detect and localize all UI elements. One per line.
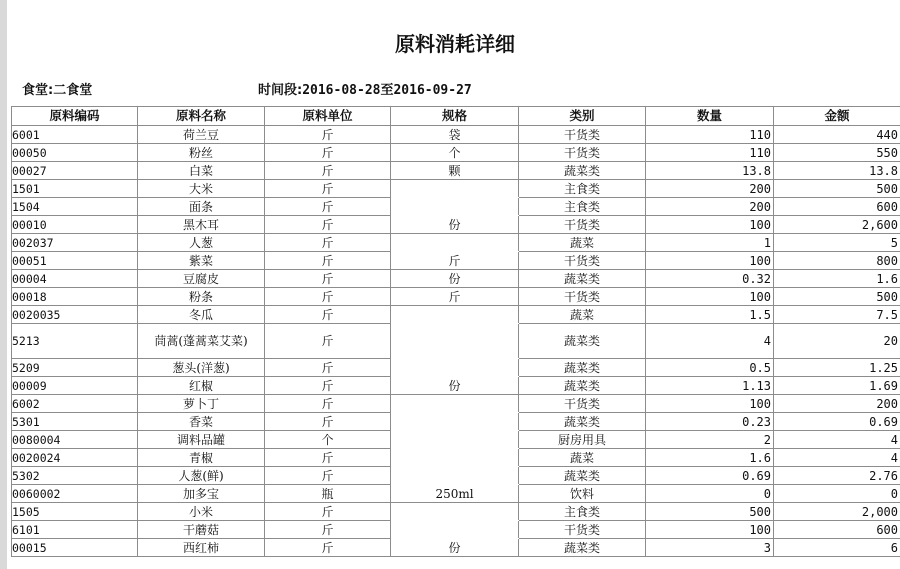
canteen-label: 食堂: [22,83,54,98]
cell-quantity: 100 [646,216,774,234]
cell-code: 1505 [12,503,138,521]
cell-name: 粉条 [138,288,265,306]
cell-quantity: 500 [646,503,774,521]
cell-name: 冬瓜 [138,306,265,324]
period-value: 2016-08-28至2016-09-27 [302,83,472,98]
cell-category: 厨房用具 [519,431,646,449]
cell-unit: 斤 [265,180,391,198]
cell-amount: 0.69 [774,413,900,431]
table-row [12,539,900,557]
cell-category: 主食类 [519,180,646,198]
cell-unit: 斤 [265,449,391,467]
col-header-category: 类别 [519,107,646,126]
cell-category: 蔬菜类 [519,377,646,395]
canteen-value: 二食堂 [53,83,93,98]
cell-unit: 斤 [265,503,391,521]
cell-quantity: 1.5 [646,306,774,324]
cell-category: 蔬菜类 [519,270,646,288]
cell-amount: 600 [774,198,900,216]
table-row [12,270,900,288]
cell-name: 白菜 [138,162,265,180]
cell-code: 6001 [12,126,138,144]
cell-category: 蔬菜类 [519,467,646,485]
period-info [258,79,472,98]
cell-quantity: 2 [646,431,774,449]
cell-name: 人葱 [138,234,265,252]
table-row [12,377,900,395]
table-row [12,198,900,216]
cell-amount: 600 [774,521,900,539]
canteen-info [22,79,92,98]
cell-unit: 斤 [265,359,391,377]
cell-code: 00009 [12,377,138,395]
cell-code: 00027 [12,162,138,180]
cell-code: 00015 [12,539,138,557]
cell-code: 1504 [12,198,138,216]
cell-spec [391,521,519,539]
cell-name: 大米 [138,180,265,198]
table-row [12,521,900,539]
cell-quantity: 0 [646,485,774,503]
cell-category: 蔬菜 [519,234,646,252]
table-row [12,234,900,252]
cell-amount: 7.5 [774,306,900,324]
cell-category: 主食类 [519,198,646,216]
cell-unit: 斤 [265,413,391,431]
cell-spec: 个 [391,144,519,162]
cell-spec: 斤 [391,252,519,270]
cell-amount: 800 [774,252,900,270]
cell-spec [391,467,519,485]
cell-category: 蔬菜类 [519,324,646,359]
cell-unit: 斤 [265,521,391,539]
cell-name: 面条 [138,198,265,216]
cell-code: 1501 [12,180,138,198]
table-row [12,288,900,306]
cell-category: 干货类 [519,216,646,234]
cell-unit: 斤 [265,395,391,413]
table-row [12,359,900,377]
cell-category: 干货类 [519,252,646,270]
cell-unit: 斤 [265,539,391,557]
cell-category: 干货类 [519,144,646,162]
cell-spec: 份 [391,216,519,234]
cell-quantity: 3 [646,539,774,557]
period-label: 时间段: [258,83,303,98]
cell-unit: 斤 [265,198,391,216]
cell-name: 调料品罐 [138,431,265,449]
cell-code: 5213 [12,324,138,359]
cell-code: 00004 [12,270,138,288]
cell-category: 蔬菜类 [519,359,646,377]
cell-amount: 20 [774,324,900,359]
cell-category: 蔬菜类 [519,162,646,180]
cell-spec [391,306,519,324]
cell-quantity: 1.13 [646,377,774,395]
cell-unit: 斤 [265,306,391,324]
cell-quantity: 110 [646,144,774,162]
cell-quantity: 100 [646,288,774,306]
cell-name: 加多宝 [138,485,265,503]
table-row [12,413,900,431]
table-row [12,485,900,503]
cell-code: 6101 [12,521,138,539]
cell-category: 干货类 [519,126,646,144]
cell-spec: 250ml [391,485,519,503]
window-left-edge [0,0,7,569]
table-row [12,306,900,324]
cell-unit: 斤 [265,377,391,395]
cell-unit: 斤 [265,467,391,485]
cell-quantity: 0.5 [646,359,774,377]
cell-code: 00010 [12,216,138,234]
cell-unit: 斤 [265,216,391,234]
cell-quantity: 100 [646,521,774,539]
cell-name: 人葱(鲜) [138,467,265,485]
table-row [12,324,900,359]
cell-amount: 1.69 [774,377,900,395]
cell-quantity: 0.23 [646,413,774,431]
cell-spec [391,234,519,252]
cell-code: 5209 [12,359,138,377]
cell-category: 蔬菜 [519,306,646,324]
cell-code: 0020035 [12,306,138,324]
cell-amount: 5 [774,234,900,252]
report-title: 原料消耗详细 [395,32,515,56]
cell-spec: 颗 [391,162,519,180]
cell-spec [391,395,519,413]
cell-name: 红椒 [138,377,265,395]
cell-unit: 斤 [265,126,391,144]
col-header-spec: 规格 [391,107,519,126]
cell-code: 0020024 [12,449,138,467]
cell-amount: 1.6 [774,270,900,288]
cell-category: 主食类 [519,503,646,521]
cell-name: 香菜 [138,413,265,431]
cell-code: 00018 [12,288,138,306]
cell-category: 干货类 [519,521,646,539]
cell-category: 蔬菜类 [519,413,646,431]
cell-spec [391,359,519,377]
table-header-row [12,107,900,126]
cell-amount: 2,000 [774,503,900,521]
cell-unit: 斤 [265,234,391,252]
table-row [12,431,900,449]
table-row [12,180,900,198]
table-row [12,144,900,162]
cell-quantity: 100 [646,252,774,270]
cell-amount: 550 [774,144,900,162]
table-row [12,252,900,270]
col-header-quantity: 数量 [646,107,774,126]
cell-name: 萝卜丁 [138,395,265,413]
cell-amount: 500 [774,180,900,198]
cell-name: 小米 [138,503,265,521]
cell-spec: 袋 [391,126,519,144]
table-row [12,449,900,467]
cell-name: 荷兰豆 [138,126,265,144]
table-row [12,162,900,180]
cell-name: 西红柿 [138,539,265,557]
cell-amount: 200 [774,395,900,413]
cell-code: 5301 [12,413,138,431]
cell-code: 0080004 [12,431,138,449]
cell-name: 葱头(洋葱) [138,359,265,377]
cell-name: 青椒 [138,449,265,467]
cell-spec: 斤 [391,288,519,306]
table-row [12,126,900,144]
cell-code: 0060002 [12,485,138,503]
cell-spec: 份 [391,539,519,557]
cell-quantity: 0.69 [646,467,774,485]
cell-amount: 440 [774,126,900,144]
cell-spec [391,431,519,449]
cell-spec: 份 [391,377,519,395]
cell-amount: 2.76 [774,467,900,485]
cell-amount: 13.8 [774,162,900,180]
cell-name: 干蘑菇 [138,521,265,539]
cell-quantity: 110 [646,126,774,144]
cell-category: 蔬菜 [519,449,646,467]
cell-amount: 4 [774,431,900,449]
col-header-code: 原料编码 [12,107,138,126]
cell-quantity: 4 [646,324,774,359]
cell-name: 黑木耳 [138,216,265,234]
col-header-name: 原料名称 [138,107,265,126]
cell-quantity: 100 [646,395,774,413]
cell-category: 干货类 [519,395,646,413]
cell-unit: 瓶 [265,485,391,503]
col-header-unit: 原料单位 [265,107,391,126]
consumption-table [11,106,900,557]
table-row [12,395,900,413]
cell-amount: 500 [774,288,900,306]
cell-code: 6002 [12,395,138,413]
cell-category: 干货类 [519,288,646,306]
cell-unit: 斤 [265,324,391,359]
cell-code: 5302 [12,467,138,485]
cell-name: 紫菜 [138,252,265,270]
cell-unit: 斤 [265,252,391,270]
table-row [12,216,900,234]
cell-code: 002037 [12,234,138,252]
cell-quantity: 1 [646,234,774,252]
cell-unit: 斤 [265,270,391,288]
cell-code: 00051 [12,252,138,270]
cell-code: 00050 [12,144,138,162]
cell-unit: 斤 [265,288,391,306]
cell-spec [391,324,519,359]
cell-unit: 斤 [265,144,391,162]
cell-unit: 斤 [265,162,391,180]
cell-spec [391,503,519,521]
col-header-amount: 金额 [774,107,900,126]
table-row [12,467,900,485]
cell-quantity: 200 [646,180,774,198]
cell-spec [391,198,519,216]
cell-amount: 1.25 [774,359,900,377]
cell-amount: 0 [774,485,900,503]
cell-quantity: 13.8 [646,162,774,180]
cell-amount: 4 [774,449,900,467]
cell-name: 茼蒿(蓬蒿菜艾菜) [138,324,265,359]
table-row [12,503,900,521]
cell-unit: 个 [265,431,391,449]
cell-spec: 份 [391,270,519,288]
cell-quantity: 0.32 [646,270,774,288]
cell-name: 粉丝 [138,144,265,162]
cell-quantity: 200 [646,198,774,216]
cell-spec [391,449,519,467]
cell-amount: 6 [774,539,900,557]
cell-category: 蔬菜类 [519,539,646,557]
cell-amount: 2,600 [774,216,900,234]
cell-spec [391,180,519,198]
cell-name: 豆腐皮 [138,270,265,288]
cell-category: 饮料 [519,485,646,503]
cell-spec [391,413,519,431]
cell-quantity: 1.6 [646,449,774,467]
